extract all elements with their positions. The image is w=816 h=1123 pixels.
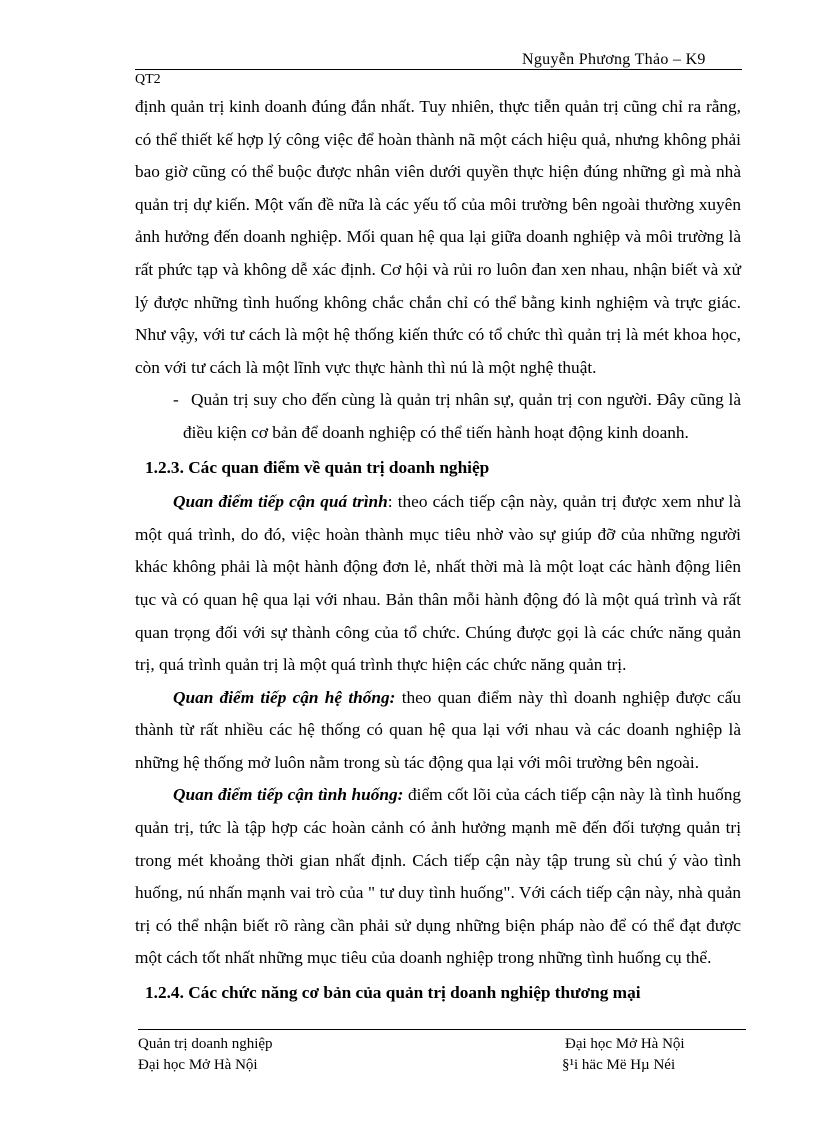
term-process-approach: Quan điểm tiếp cận quá trình xyxy=(173,492,388,512)
footer-left-bottom: Đại học Mở Hà Nội xyxy=(138,1057,258,1073)
section-heading-1-2-3: 1.2.3. Các quan điểm về quản trị doanh nghiệp xyxy=(145,457,490,477)
term-situation-approach: Quan điểm tiếp cận tình huống: xyxy=(173,785,404,805)
text-situation-approach: điểm cốt lõi của cách tiếp cận này là tình huống quản trị, tức là tập hợp các hoàn cảnh có ảnh hưởng mạnh mẽ đến đối tượng quản trị trong mét khoảng thời gian nhất định. Cách tiếp cận này tập trung sù chú ý vào tình huống, nú nhấn mạnh vai trò của " tư duy tình huống". Với cách tiếp cận này, nhà quản trị có thể nhận biết rõ ràng cần phải sử dụng những biện pháp nào để có thể đạt được một cách tốt nhất những mục tiêu của doanh nghiệp trong những tình huống cụ thể. xyxy=(135,785,741,968)
text-system-approach: theo quan điểm này thì doanh nghiệp được cấu thành từ rất nhiều các hệ thống có quan hệ qua lại với nhau và các doanh nghiệp là những hệ thống mở luôn nằm trong sù tác động qua lại với môi trường bên ngoài. xyxy=(135,687,741,772)
bullet-text: Quản trị suy cho đến cùng là quản trị nhân sự, quản trị con người. Đây cũng là điều kiện cơ bản để doanh nghiệp có thể tiến hành hoạt động kinh doanh. xyxy=(183,390,741,442)
paragraph-system-approach xyxy=(135,682,741,780)
term-system-approach: Quan điểm tiếp cận hệ thống: xyxy=(173,687,396,707)
paragraph-situation-approach xyxy=(135,779,741,975)
paragraph-continuation: định quản trị kinh doanh đúng đắn nhất. Tuy nhiên, thực tiễn quản trị cũng chỉ ra rằng, có thể thiết kế hợp lý công việc để hoàn thành nã một cách hiệu quả, nhưng không phải bao giờ cũng có thể buộc được nhân viên dưới quyền thực hiện đúng những gì mà nhà quản trị dự kiến. Một vấn đề nữa là các yếu tố của môi trường bên ngoài thường xuyên ảnh hưởng đến doanh nghiệp. Mối quan hệ qua lại giữa doanh nghiệp và môi trường là rất phức tạp và không dễ xác định. Cơ hội và rủi ro luôn đan xen nhau, nhận biết và xử lý được những tình huống không chắc chắn chỉ có thể bằng kinh nghiệm và trực giác. Như vậy, với tư cách là một hệ thống kiến thức có tổ chức thì quản trị là mét khoa học, còn với tư cách là một lĩnh vực thực hành thì nú là một nghệ thuật. xyxy=(135,97,741,377)
footer-right-top: Đại học Mở Hà Nội xyxy=(565,1036,685,1052)
document-body xyxy=(135,91,741,1012)
header-class-code: QT2 xyxy=(135,72,161,87)
header-rule xyxy=(135,69,742,70)
bullet-dash: - xyxy=(173,390,179,410)
section-heading-1-2-4: 1.2.4. Các chức năng cơ bản của quản trị doanh nghiệp thương mại xyxy=(145,983,641,1003)
bullet-paragraph xyxy=(135,384,741,449)
footer-rule xyxy=(138,1029,746,1030)
paragraph-process-approach xyxy=(135,486,741,682)
header-author: Nguyễn Phương Thảo – K9 xyxy=(522,51,706,68)
text-process-approach: : theo cách tiếp cận này, quản trị được xem như là một quá trình, do đó, việc hoàn thành mục tiêu nhờ vào sự giúp đỡ của những người khác không phải là một hành động đơn lẻ, nhất thời mà là một loạt các hành động liên tục và có quan hệ qua lại với nhau. Bản thân mỗi hành động đó là một quá trình và rất quan trọng đối với sự thành công của tổ chức. Chúng được gọi là các chức năng quản trị, quá trình quản trị là một quá trình thực hiện các chức năng quản trị. xyxy=(135,492,741,675)
footer-left-top: Quản trị doanh nghiệp xyxy=(138,1036,273,1052)
footer-right-bottom: §¹i häc Më Hµ Néi xyxy=(562,1057,676,1073)
